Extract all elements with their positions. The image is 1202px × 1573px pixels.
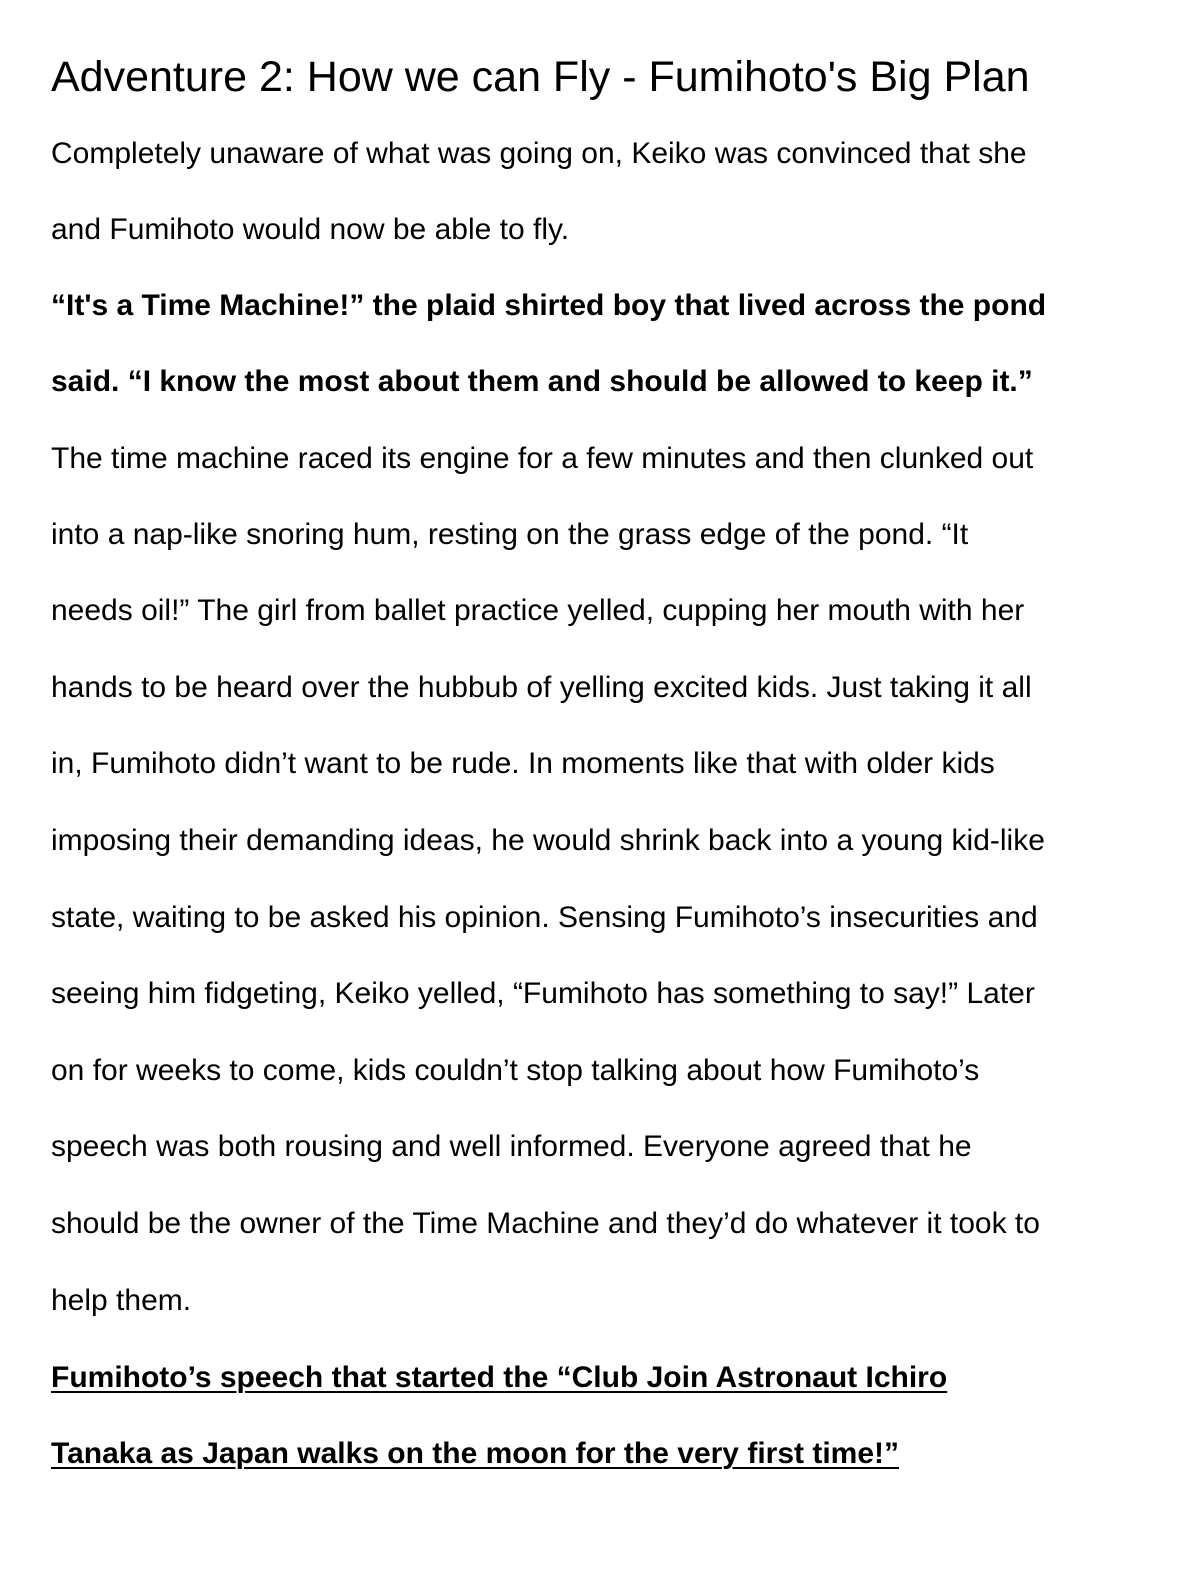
body-line-4: hands to be heard over the hubbub of yelling excited kids. Just taking it all [51,671,1032,704]
body-line-2: into a nap-like snoring hum, resting on the grass edge of the pond. “It [51,518,969,551]
body-line-9: on for weeks to come, kids couldn’t stop talking about how Fumihoto’s [51,1054,980,1087]
body-line-7: state, waiting to be asked his opinion. Sensing Fumihoto’s insecurities and [51,901,1038,934]
intro-line-2: and Fumihoto would now be able to fly. [51,213,570,246]
body-line-12: help them. [51,1284,192,1317]
body-line-1: The time machine raced its engine for a few minutes and then clunked out [51,442,1034,475]
body-line-5: in, Fumihoto didn’t want to be rude. In moments like that with older kids [51,747,995,780]
body-line-3: needs oil!” The girl from ballet practice yelled, cupping her mouth with her [51,594,1025,627]
body-line-11: should be the owner of the Time Machine and they’d do whatever it took to [51,1207,1040,1240]
quote-line-1: “It's a Time Machine!” the plaid shirted boy that lived across the pond [51,289,1047,322]
intro-line-1: Completely unaware of what was going on, Keiko was convinced that she [51,137,1027,170]
chapter-title: Adventure 2: How we can Fly - Fumihoto's Big Plan [51,53,1030,101]
quote-line-2: said. “I know the most about them and should be allowed to keep it.” [51,365,1033,398]
speech-heading-line-2: Tanaka as Japan walks on the moon for the very first time!” [51,1437,900,1470]
speech-heading-line-1: Fumihoto’s speech that started the “Club Join Astronaut Ichiro [51,1361,948,1394]
body-line-6: imposing their demanding ideas, he would shrink back into a young kid-like [51,824,1045,857]
body-line-8: seeing him fidgeting, Keiko yelled, “Fumihoto has something to say!” Later [51,977,1035,1010]
body-line-10: speech was both rousing and well informed. Everyone agreed that he [51,1130,972,1163]
